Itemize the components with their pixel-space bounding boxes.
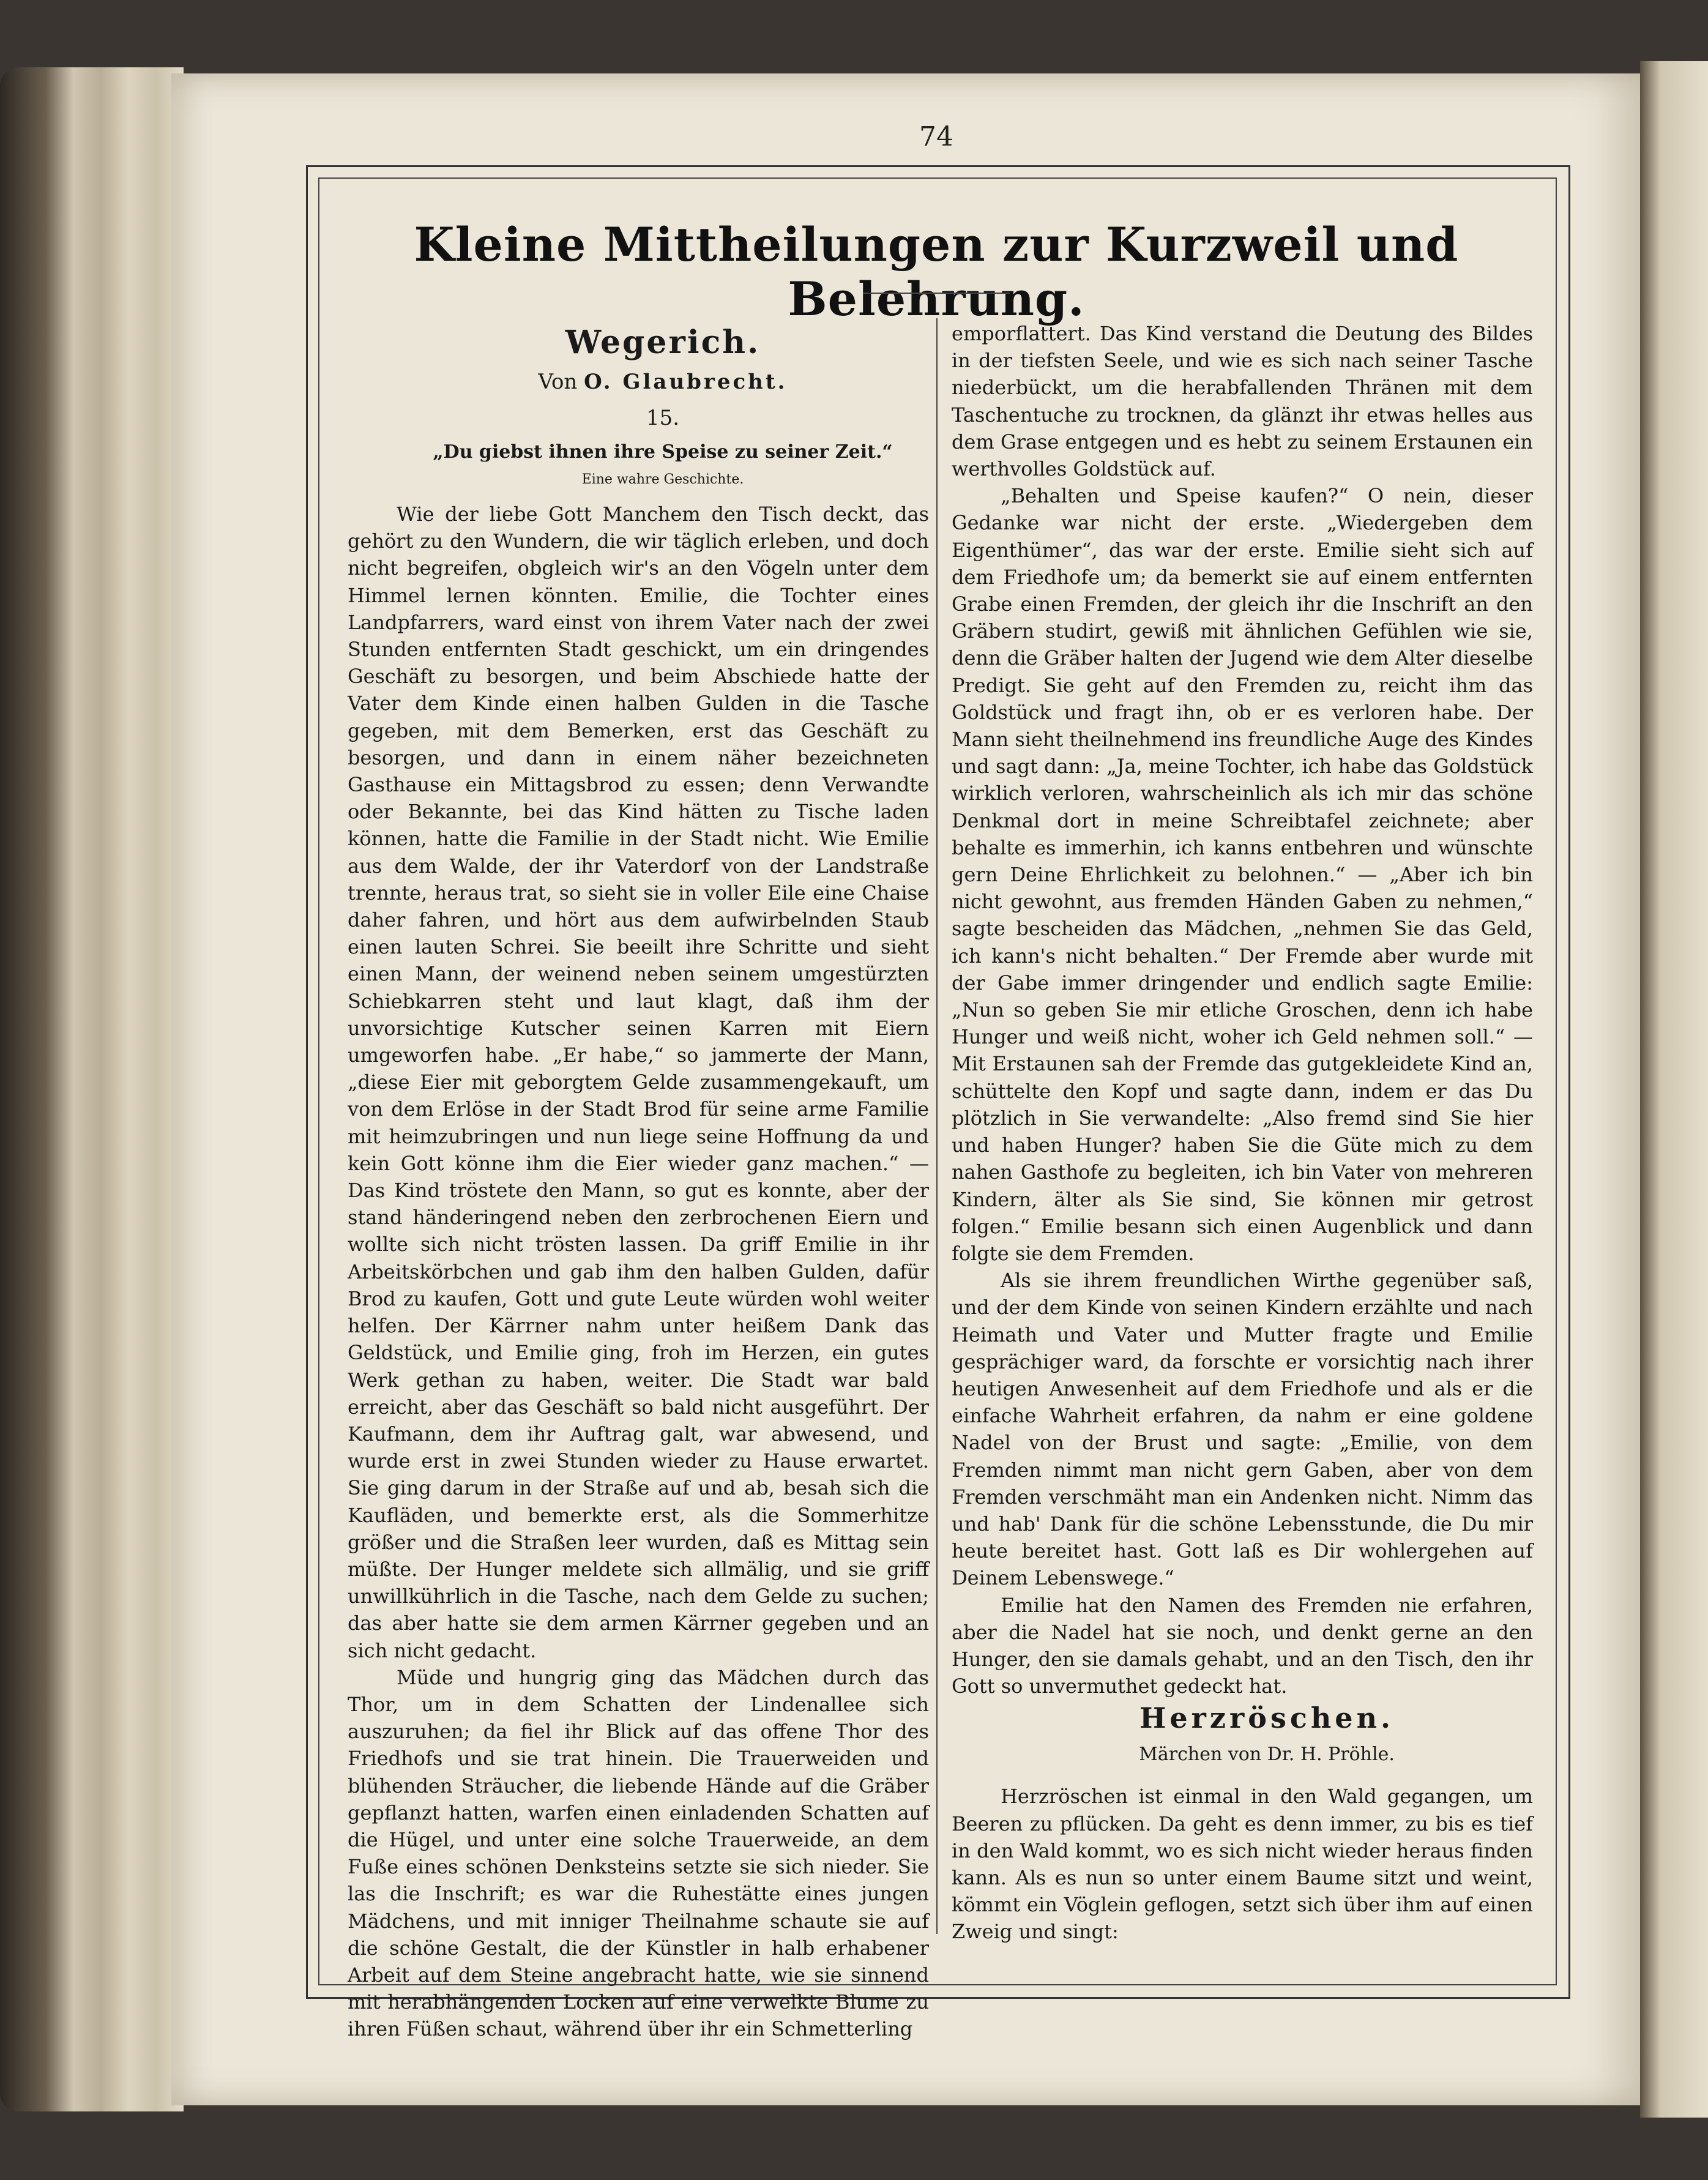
- second-article-title: Herzröschen.: [1139, 1701, 1395, 1735]
- second-article-byline: Märchen von Dr. H. Pröhle.: [1139, 1744, 1395, 1766]
- chapter-number: 15.: [646, 406, 680, 430]
- article-subtitle: Eine wahre Geschichte.: [581, 472, 744, 487]
- title-rule: [863, 293, 1010, 294]
- paragraph: Als sie ihrem freundlichen Wirthe gegenüber saß, und der dem Kinde von seinen Kindern erzählte und nach Heimath und Vater und Mutter fragte und Emilie gesprächiger ward, da forschte er vorsichtig nach ihrer heutigen Anwesenheit auf dem Friedhofe und als er die einfache Wahrheit erfahren, da nahm er eine goldene Nadel von der Brust und sagte: „Emilie, von dem Fremden nimmt man nicht gern Gaben, aber von dem Fremden verschmäht man ein Andenken nicht. Nimm das und hab' Dank für die schöne Lebensstunde, die Du mir heute bereitet hast. Gott laß es Dir wohlergehen auf Deinem Lebenswege.“: [952, 1269, 1533, 1590]
- paragraph-continuation: emporflattert. Das Kind verstand die Deutung des Bildes in der tiefsten Seele, und wie es sich nach seiner Tasche niederbückt, um die herabfallenden Thränen mit dem Taschentuche zu trocknen, da glänzt ihr etwas helles aus dem Grase entgegen und es hebt zu seinem Erstaunen ein werthvolles Goldstück auf.: [952, 322, 1533, 481]
- article-byline: [348, 365, 929, 399]
- paragraph: Wie der liebe Gott Manchem den Tisch deckt, das gehört zu den Wundern, die wir täglich erleben, und doch nicht begreifen, obgleich wir's an den Vögeln unter dem Himmel lernen könnten. Emilie, die Tochter eines Landpfarrers, ward einst von ihrem Vater nach der zwei Stunden entfernten Stadt geschickt, um ein dringendes Geschäft zu besorgen, und beim Abschiede hatte der Vater dem Kinde einen halben Gulden in die Tasche gegeben, mit dem Bemerken, erst das Geschäft zu besorgen, und dann in einem näher bezeichneten Gasthause ein Mittagsbrod zu essen; denn Verwandte oder Bekannte, bei das Kind hätten zu Tische laden können, hatte die Familie in der Stadt nicht. Wie Emilie aus dem Walde, der ihr Vaterdorf von der Landstraße trennte, heraus trat, so sieht sie in voller Eile eine Chaise daher fahren, und hört aus dem aufwirbelnden Staub einen lauten Schrei. Sie beeilt ihre Schritte und sieht einen Mann, der weinend neben seinem umgestürzten Schiebkarren steht und laut klagt, daß ihm der unvorsichtige Kutscher seinen Karren mit Eiern umgeworfen habe. „Er habe,“ so jammerte der Mann, „diese Eier mit geborgtem Gelde zusammengekauft, um von dem Erlöse in der Stadt Brod für seine arme Familie mit heimzubringen und nun liege seine Hoffnung da und kein Gott könne ihm die Eier wieder ganz machen.“ — Das Kind tröstete den Mann, so gut es konnte, aber der stand händeringend neben den zerbrochenen Eiern und wollte sich nicht trösten lassen. Da griff Emilie in ihr Arbeitskörbchen und gab ihm den halben Gulden, dafür Brod zu kaufen, Gott und gute Leute würden wohl weiter helfen. Der Kärrner nahm unter heißem Dank das Geldstück, und Emilie ging, froh im Herzen, ein gutes Werk gethan zu haben, weiter. Die Stadt war bald erreicht, aber das Geschäft so bald nicht ausgeführt. Der Kaufmann, dem ihr Auftrag galt, war abwesend, und wurde erst in zwei Stunden wieder zu Hause erwartet. Sie ging darum in der Straße auf und ab, besah sich die Kaufläden, und bemerkte erst, als die Sommerhitze größer und die Straßen leer wurden, daß es Mittag sein müßte. Der Hunger meldete sich allmälig, und sie griff unwillkührlich in die Tasche, nach dem Gelde zu suchen; das aber hatte sie dem armen Kärrner gegeben und an sich nicht gedacht.: [348, 502, 929, 1662]
- left-column: [348, 324, 929, 2043]
- paragraph: Müde und hungrig ging das Mädchen durch das Thor, um in dem Schatten der Lindenallee sich auszuruhen; da fiel ihr Blick auf das offene Thor des Friedhofs und sie trat hinein. Die Trauerweiden und blühenden Sträucher, die liebende Hände auf die Gräber gepflanzt hatten, warfen einen einladenden Schatten auf die Hügel, und unter eine solche Trauerweide, an dem Fuße eines schönen Denksteins setzte sie sich nieder. Sie las die Inschrift; es war die Ruhestätte eines jungen Mädchens, und mit inniger Theilnahme schaute sie auf die schöne Gestalt, die der Künstler in halb erhabener Arbeit auf dem Steine angebracht hatte, wie sie sinnend mit herabhängenden Locken auf eine verwelkte Blume zu ihren Füßen schaut, während über ihr ein Schmetterling: [348, 1665, 929, 2041]
- article-title: Wegerich.: [565, 324, 761, 361]
- paragraph: „Behalten und Speise kaufen?“ O nein, dieser Gedanke war nicht der erste. „Wiedergeben dem Eigenthümer“, das war der erste. Emilie sieht sich auf dem Friedhofe um; da bemerkt sie auf einem entfernten Grabe einen Fremden, der gleich ihr die Inschrift an den Gräbern studirt, gewiß mit ähnlichen Gefühlen wie sie, denn die Gräber halten der Jugend wie dem Alter dieselbe Predigt. Sie geht auf den Fremden zu, reicht ihm das Goldstück und fragt ihn, ob er es verloren habe. Der Mann sieht theilnehmend ins freundliche Auge des Kindes und sagt dann: „Ja, meine Tochter, ich habe das Goldstück wirklich verloren, wahrscheinlich als ich mir das schöne Denkmal dort in meine Schreibtafel zeichnete; aber behalte es immerhin, ich kanns entbehren und wünschte gern Deine Ehrlichkeit zu belohnen.“ — „Aber ich bin nicht gewohnt, aus fremden Händen Gaben zu nehmen,“ sagte bescheiden das Mädchen, „nehmen Sie das Geld, ich kann's nicht behalten.“ Der Fremde aber wurde mit der Gabe immer dringender und endlich sagte Emilie: „Nun so geben Sie mir etliche Groschen, denn ich habe Hunger und weiß nicht, woher ich Geld nehmen soll.“ — Mit Erstaunen sah der Fremde das gutgekleidete Kind an, schüttelte den Kopf und sagte dann, indem er das Du plötzlich in Sie verwandelte: „Also fremd sind Sie hier und haben Hunger? haben Sie die Güte mich zu dem nahen Gasthofe zu begleiten, ich bin Vater von mehreren Kindern, älter als Sie sind, Sie können mir getrost folgen.“ Emilie besann sich einen Augenblick und dann folgte sie dem Fremden.: [952, 484, 1533, 1265]
- page-number: 74: [919, 121, 953, 152]
- page-title: Kleine Mittheilungen zur Kurzweil und Belehrung.: [414, 217, 1459, 326]
- paragraph: Herzröschen ist einmal in den Wald gegangen, um Beeren zu pflücken. Da geht es denn immer, zu bis es tief in den Wald kommt, wo es sich nicht wieder heraus finden kann. Als es nun so unter einem Baume sitzt und weint, kömmt ein Vöglein geflogen, setzt sich über ihm auf einen Zweig und singt:: [952, 1785, 1533, 1944]
- article-author: O. Glaubrecht.: [584, 370, 788, 394]
- book-page-edges: [0, 67, 184, 2111]
- byline-prefix: Von: [538, 370, 578, 394]
- right-column: [952, 320, 1533, 1946]
- column-divider: [936, 318, 938, 1934]
- facing-page-edge: [1640, 61, 1708, 2118]
- paragraph: Emilie hat den Namen des Fremden nie erfahren, aber die Nadel hat sie noch, und denkt gerne an den Hunger, den sie damals gehabt, und an den Tisch, den ihr Gott so unvermuthet gedeckt hat.: [952, 1593, 1533, 1698]
- article-motto: „Du giebst ihnen ihre Speise zu seiner Zeit.“: [433, 441, 893, 463]
